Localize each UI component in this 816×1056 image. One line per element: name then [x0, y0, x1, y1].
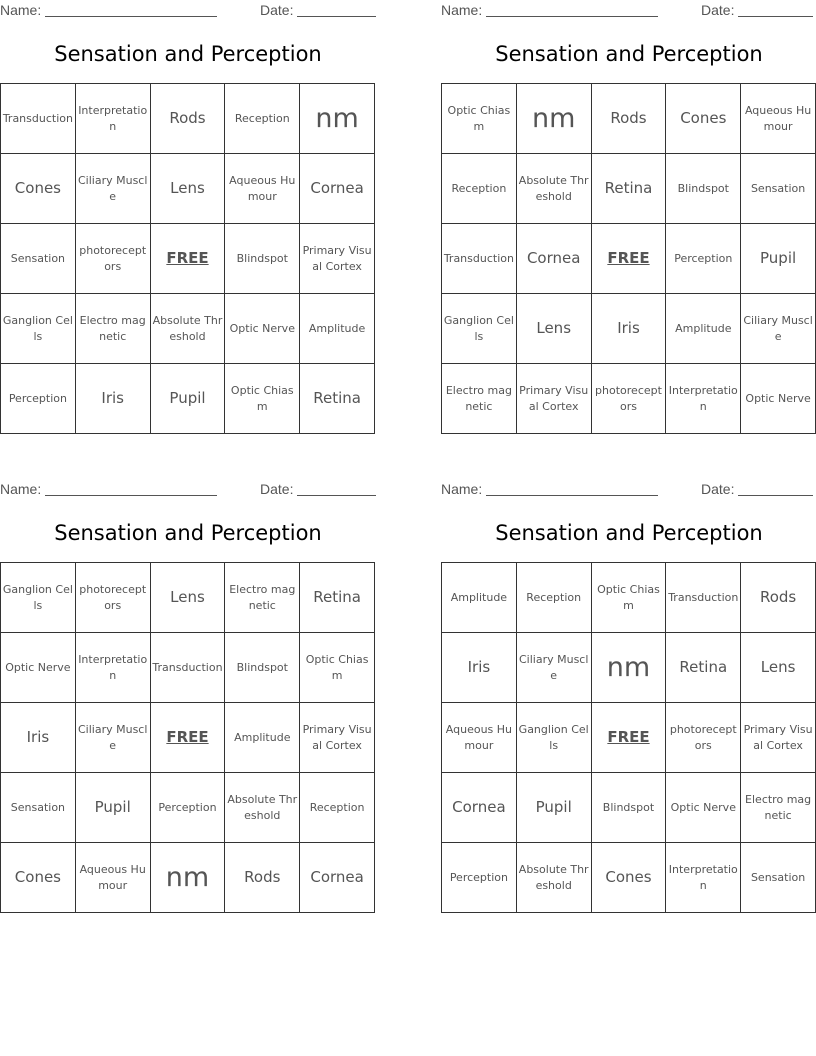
bingo-cell[interactable]: Rods — [592, 84, 667, 154]
bingo-cell[interactable]: Cornea — [300, 843, 375, 913]
bingo-cell[interactable]: Transduction — [442, 224, 517, 294]
bingo-cell[interactable]: Absolute Threshold — [517, 154, 592, 224]
bingo-card-1 — [0, 0, 376, 440]
bingo-cell[interactable]: Lens — [517, 294, 592, 364]
bingo-cell[interactable]: Amplitude — [300, 294, 375, 364]
bingo-cell[interactable]: FREE — [592, 224, 667, 294]
name-label: Name: — [441, 2, 483, 18]
bingo-cell[interactable]: Aqueous Humour — [76, 843, 151, 913]
bingo-cell[interactable]: Blindspot — [666, 154, 741, 224]
bingo-cell[interactable]: Optic Nerve — [225, 294, 300, 364]
bingo-cell[interactable]: Optic Chiasm — [592, 563, 667, 633]
bingo-grid — [0, 562, 375, 913]
date-field[interactable] — [297, 495, 376, 496]
name-label: Name: — [0, 2, 42, 18]
bingo-cell[interactable]: Interpretation — [666, 364, 741, 434]
card-title: Sensation and Perception — [54, 42, 322, 66]
bingo-cell[interactable]: Reception — [442, 154, 517, 224]
bingo-cell[interactable]: Ciliary Muscle — [741, 294, 816, 364]
bingo-cell[interactable]: Aqueous Humour — [741, 84, 816, 154]
bingo-cell[interactable]: Blindspot — [225, 224, 300, 294]
bingo-cell[interactable]: nm — [592, 633, 667, 703]
name-label: Name: — [0, 481, 42, 497]
bingo-cell[interactable]: nm — [151, 843, 226, 913]
bingo-cell[interactable]: Electro magnetic — [225, 563, 300, 633]
bingo-cell[interactable]: Iris — [1, 703, 76, 773]
bingo-cell[interactable]: Amplitude — [225, 703, 300, 773]
bingo-cell[interactable]: Retina — [300, 364, 375, 434]
card-header — [0, 0, 376, 20]
name-field[interactable] — [45, 495, 217, 496]
card-title: Sensation and Perception — [495, 42, 763, 66]
date-label: Date: — [260, 2, 294, 18]
bingo-cell[interactable]: Lens — [741, 633, 816, 703]
bingo-cell[interactable]: Interpretation — [666, 843, 741, 913]
bingo-cell[interactable]: nm — [300, 84, 375, 154]
bingo-cell[interactable]: Cornea — [517, 224, 592, 294]
bingo-cell[interactable]: Pupil — [76, 773, 151, 843]
bingo-cell[interactable]: Ganglion Cells — [1, 563, 76, 633]
bingo-cell[interactable]: Optic Chiasm — [225, 364, 300, 434]
card-header — [441, 0, 816, 20]
bingo-cell[interactable]: Rods — [151, 84, 226, 154]
bingo-cell[interactable]: Rods — [741, 563, 816, 633]
bingo-cell[interactable]: Aqueous Humour — [442, 703, 517, 773]
bingo-cell[interactable]: Iris — [442, 633, 517, 703]
bingo-cell[interactable]: FREE — [592, 703, 667, 773]
bingo-cell[interactable]: Electro magnetic — [741, 773, 816, 843]
name-field[interactable] — [486, 495, 658, 496]
bingo-cell[interactable]: FREE — [151, 224, 226, 294]
bingo-cell[interactable]: Cones — [1, 843, 76, 913]
bingo-cell[interactable]: Cones — [1, 154, 76, 224]
bingo-cell[interactable]: Iris — [76, 364, 151, 434]
bingo-cell[interactable]: Sensation — [741, 154, 816, 224]
bingo-cell[interactable]: Lens — [151, 563, 226, 633]
bingo-cell[interactable]: photoreceptors — [592, 364, 667, 434]
bingo-cell[interactable]: Absolute Threshold — [151, 294, 226, 364]
bingo-cell[interactable]: nm — [517, 84, 592, 154]
bingo-cell[interactable]: Ciliary Muscle — [76, 154, 151, 224]
card-title: Sensation and Perception — [54, 521, 322, 545]
bingo-cell[interactable]: Reception — [225, 84, 300, 154]
date-label: Date: — [701, 481, 735, 497]
bingo-cell[interactable]: Blindspot — [225, 633, 300, 703]
name-field[interactable] — [486, 16, 658, 17]
bingo-cell[interactable]: Ciliary Muscle — [517, 633, 592, 703]
bingo-cell[interactable]: Amplitude — [442, 563, 517, 633]
bingo-cell[interactable]: Pupil — [741, 224, 816, 294]
bingo-cell[interactable]: Primary Visual Cortex — [300, 224, 375, 294]
bingo-cell[interactable]: Iris — [592, 294, 667, 364]
bingo-cell[interactable]: Reception — [300, 773, 375, 843]
bingo-cell[interactable]: Retina — [592, 154, 667, 224]
bingo-card-4 — [441, 479, 816, 919]
bingo-cell[interactable]: Perception — [151, 773, 226, 843]
bingo-cell[interactable]: Ciliary Muscle — [76, 703, 151, 773]
bingo-cell[interactable]: Transduction — [1, 84, 76, 154]
bingo-cell[interactable]: Rods — [225, 843, 300, 913]
bingo-cell[interactable]: Interpretation — [76, 633, 151, 703]
card-header — [441, 479, 816, 499]
date-field[interactable] — [297, 16, 376, 17]
bingo-cell[interactable]: Cones — [666, 84, 741, 154]
bingo-cell[interactable]: Interpretation — [76, 84, 151, 154]
bingo-cell[interactable]: Pupil — [151, 364, 226, 434]
bingo-cell[interactable]: Electro magnetic — [76, 294, 151, 364]
bingo-cell[interactable]: Electro magnetic — [442, 364, 517, 434]
name-field[interactable] — [45, 16, 217, 17]
card-header — [0, 479, 376, 499]
bingo-cell[interactable]: Ganglion Cells — [1, 294, 76, 364]
bingo-cell[interactable]: Transduction — [151, 633, 226, 703]
bingo-cell[interactable]: Transduction — [666, 563, 741, 633]
bingo-cell[interactable]: Optic Chiasm — [442, 84, 517, 154]
bingo-cell[interactable]: photoreceptors — [76, 224, 151, 294]
bingo-cell[interactable]: Blindspot — [592, 773, 667, 843]
bingo-cell[interactable]: Cornea — [442, 773, 517, 843]
bingo-cell[interactable]: Optic Chiasm — [300, 633, 375, 703]
bingo-cell[interactable]: FREE — [151, 703, 226, 773]
bingo-cell[interactable]: Optic Nerve — [666, 773, 741, 843]
bingo-cell[interactable]: Primary Visual Cortex — [300, 703, 375, 773]
bingo-cell[interactable]: Ganglion Cells — [517, 703, 592, 773]
bingo-cell[interactable]: Cones — [592, 843, 667, 913]
bingo-cell[interactable]: Amplitude — [666, 294, 741, 364]
bingo-cell[interactable]: Pupil — [517, 773, 592, 843]
bingo-cell[interactable]: Retina — [666, 633, 741, 703]
bingo-cell[interactable]: Primary Visual Cortex — [517, 364, 592, 434]
bingo-card-3 — [0, 479, 376, 919]
bingo-cell[interactable]: Perception — [666, 224, 741, 294]
bingo-cell[interactable]: Reception — [517, 563, 592, 633]
card-title: Sensation and Perception — [495, 521, 763, 545]
date-field[interactable] — [738, 495, 813, 496]
bingo-cell[interactable]: Retina — [300, 563, 375, 633]
bingo-grid — [441, 562, 816, 913]
bingo-grid — [441, 83, 816, 434]
bingo-cell[interactable]: Sensation — [741, 843, 816, 913]
bingo-cell[interactable]: Primary Visual Cortex — [741, 703, 816, 773]
bingo-cell[interactable]: Absolute Threshold — [225, 773, 300, 843]
bingo-cell[interactable]: Absolute Threshold — [517, 843, 592, 913]
bingo-cell[interactable]: Optic Nerve — [741, 364, 816, 434]
bingo-grid — [0, 83, 375, 434]
bingo-cell[interactable]: photoreceptors — [76, 563, 151, 633]
bingo-cell[interactable]: Optic Nerve — [1, 633, 76, 703]
bingo-cell[interactable]: Ganglion Cells — [442, 294, 517, 364]
bingo-cell[interactable]: Lens — [151, 154, 226, 224]
bingo-cell[interactable]: photoreceptors — [666, 703, 741, 773]
bingo-cell[interactable]: Sensation — [1, 773, 76, 843]
date-label: Date: — [701, 2, 735, 18]
bingo-cell[interactable]: Perception — [1, 364, 76, 434]
bingo-cell[interactable]: Aqueous Humour — [225, 154, 300, 224]
date-field[interactable] — [738, 16, 813, 17]
bingo-cell[interactable]: Cornea — [300, 154, 375, 224]
bingo-card-2 — [441, 0, 816, 440]
date-label: Date: — [260, 481, 294, 497]
bingo-cell[interactable]: Perception — [442, 843, 517, 913]
bingo-cell[interactable]: Sensation — [1, 224, 76, 294]
name-label: Name: — [441, 481, 483, 497]
